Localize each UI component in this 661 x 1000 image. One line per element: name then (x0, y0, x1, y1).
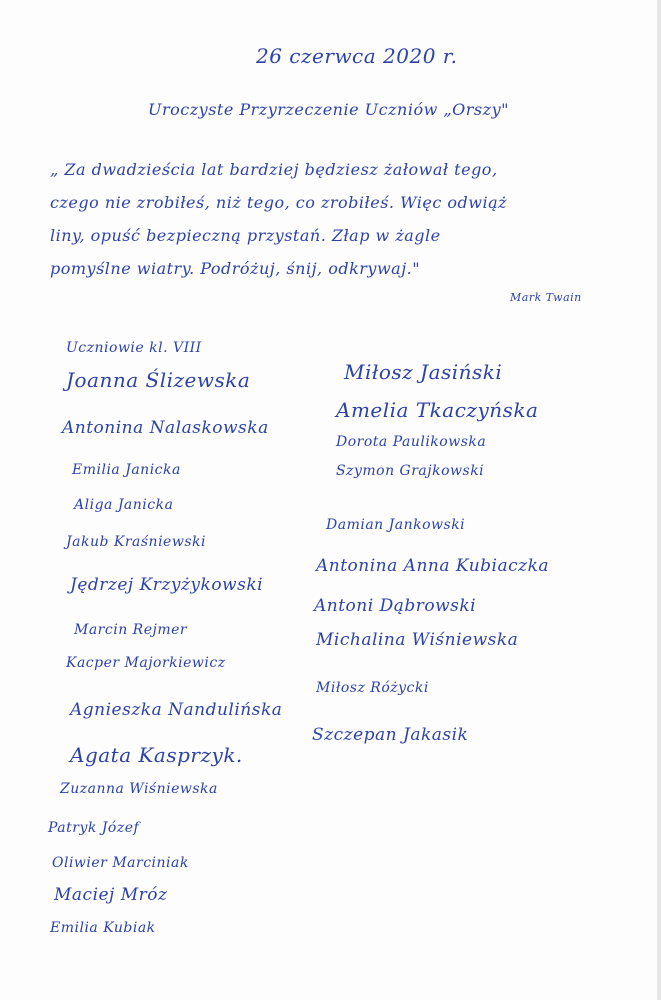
class-label: Uczniowie kl. VIII (66, 340, 202, 356)
quote-author: Mark Twain (510, 291, 582, 304)
signature: Szymon Grajkowski (336, 463, 485, 479)
signature: Antonina Anna Kubiaczka (316, 556, 550, 576)
signature: Miłosz Różycki (316, 680, 429, 696)
signature: Szczepan Jakasik (312, 725, 469, 745)
signature: Maciej Mróz (54, 885, 168, 905)
signature: Joanna Ślizewska (66, 368, 251, 392)
signature: Antonina Nalaskowska (62, 418, 269, 438)
signature: Emilia Janicka (72, 462, 181, 478)
quote-line: liny, opuść bezpieczną przystań. Złap w żagle (50, 226, 441, 245)
signature: Amelia Tkaczyńska (336, 398, 539, 422)
signature: Antoni Dąbrowski (314, 596, 477, 616)
quote-line: „ Za dwadzieścia lat bardziej będziesz żałował tego, (50, 160, 498, 179)
signature: Patryk Józef (48, 820, 140, 836)
signature: Zuzanna Wiśniewska (60, 781, 218, 797)
signature: Oliwier Marciniak (52, 855, 189, 871)
signature: Michalina Wiśniewska (316, 630, 519, 650)
signature: Damian Jankowski (326, 517, 466, 533)
quote-line: pomyślne wiatry. Podróżuj, śnij, odkrywaj." (50, 259, 421, 278)
signature: Miłosz Jasiński (344, 360, 503, 384)
quote-line: czego nie zrobiłeś, niż tego, co zrobiłeś. Więc odwiąż (50, 193, 508, 212)
document-title: Uroczyste Przyrzeczenie Uczniów „Orszy" (148, 100, 509, 119)
signature: Jakub Kraśniewski (66, 534, 206, 550)
signature: Agata Kasprzyk. (70, 743, 243, 767)
signature: Emilia Kubiak (50, 920, 156, 936)
document-date: 26 czerwca 2020 r. (256, 44, 458, 68)
signature: Jędrzej Krzyżykowski (70, 575, 264, 595)
signature: Kacper Majorkiewicz (66, 655, 226, 671)
signature: Marcin Rejmer (74, 622, 188, 638)
signature: Aliga Janicka (74, 497, 174, 513)
signature: Agnieszka Nandulińska (70, 700, 283, 720)
signature: Dorota Paulikowska (336, 434, 487, 450)
